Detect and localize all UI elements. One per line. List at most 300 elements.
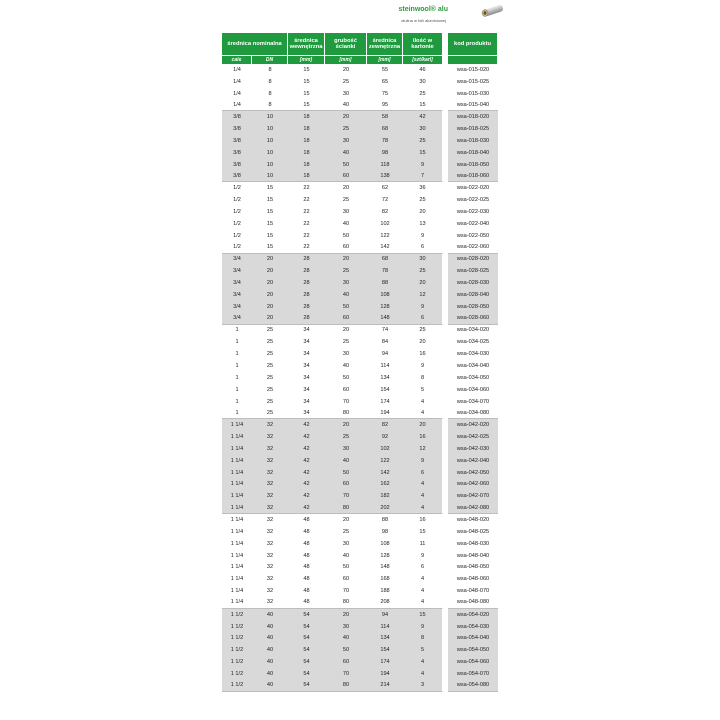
cell-inner-diameter: 42 <box>288 467 325 479</box>
table-row <box>222 668 498 680</box>
cell-product-code: wsa-054-070 <box>448 668 498 680</box>
cell-inner-diameter: 28 <box>288 277 325 289</box>
cell-inner-diameter: 48 <box>303 564 310 571</box>
cell-nominal-inch: 3/8 <box>222 111 252 123</box>
cell-dn: 25 <box>266 374 274 381</box>
cell-outer-diameter: 154 <box>380 386 390 393</box>
cell-product-code: wsa-015-025 <box>456 78 490 85</box>
cell-nominal-inch: 3/8 <box>222 135 252 147</box>
cell-outer-diameter: 128 <box>367 301 403 313</box>
cell-dn: 15 <box>266 232 274 239</box>
table-row <box>222 609 498 621</box>
cell-outer-diameter: 68 <box>367 254 403 266</box>
cell-inner-diameter: 28 <box>288 301 325 313</box>
cell-product-code: wsa-054-080 <box>448 680 498 692</box>
cell-dn: 32 <box>252 490 288 502</box>
cell-inner-diameter: 34 <box>288 407 325 419</box>
cell-wall-thickness: 80 <box>325 407 367 419</box>
cell-inner-diameter: 18 <box>288 123 325 135</box>
cell-dn: 20 <box>252 313 288 325</box>
cell-wall-thickness: 25 <box>342 339 350 346</box>
header-product-code: kod produktu <box>448 33 498 55</box>
cell-nominal-inch: 1/4 <box>222 100 252 112</box>
cell-nominal-inch: 1 1/2 <box>222 656 252 668</box>
cell-wall-thickness: 40 <box>342 363 350 370</box>
cell-product-code: wsa-028-040 <box>448 289 498 301</box>
cell-nominal-inch: 3/4 <box>222 301 252 313</box>
cell-outer-diameter: 134 <box>380 374 390 381</box>
unit-inch: cale <box>222 55 252 64</box>
cell-product-code: wsa-042-020 <box>448 419 498 431</box>
table-row <box>222 490 498 502</box>
cell-outer-diameter: 75 <box>381 90 389 97</box>
cell-dn: 20 <box>252 301 288 313</box>
cell-dn: 10 <box>252 135 288 147</box>
cell-product-code: wsa-022-040 <box>456 220 490 227</box>
cell-outer-diameter: 72 <box>381 197 389 204</box>
cell-product-code: wsa-015-020 <box>456 66 490 73</box>
cell-box-quantity: 12 <box>403 443 443 455</box>
cell-dn: 20 <box>252 289 288 301</box>
cell-wall-thickness: 20 <box>342 327 350 334</box>
cell-box-quantity: 16 <box>403 514 443 526</box>
cell-dn: 32 <box>252 455 288 467</box>
cell-outer-diameter: 74 <box>381 327 389 334</box>
cell-inner-diameter: 34 <box>303 339 310 346</box>
cell-wall-thickness: 25 <box>325 431 367 443</box>
table-row <box>222 147 498 159</box>
cell-nominal-inch: 1/4 <box>233 90 241 97</box>
cell-wall-thickness: 30 <box>325 135 367 147</box>
cell-nominal-inch: 1 <box>235 339 239 346</box>
cell-inner-diameter: 54 <box>288 644 325 656</box>
cell-nominal-inch: 1 1/4 <box>230 552 244 559</box>
table-row <box>222 372 498 384</box>
table-row <box>222 431 498 443</box>
cell-nominal-inch: 1 1/4 <box>230 528 244 535</box>
cell-box-quantity: 9 <box>403 550 443 562</box>
cell-outer-diameter: 148 <box>367 313 403 325</box>
cell-inner-diameter: 42 <box>288 455 325 467</box>
table-row <box>222 360 498 372</box>
cell-dn: 25 <box>266 398 274 405</box>
cell-wall-thickness: 40 <box>325 289 367 301</box>
cell-wall-thickness: 20 <box>342 516 350 523</box>
cell-product-code: wsa-018-060 <box>448 171 498 183</box>
table-row <box>222 76 498 88</box>
cell-nominal-inch: 1 1/4 <box>222 455 252 467</box>
table-row <box>222 194 498 206</box>
cell-outer-diameter: 162 <box>367 479 403 491</box>
cell-nominal-inch: 3/8 <box>222 123 252 135</box>
cell-dn: 32 <box>266 576 274 583</box>
cell-inner-diameter: 48 <box>303 552 310 559</box>
cell-nominal-inch: 1/2 <box>233 197 241 204</box>
cell-wall-thickness: 40 <box>325 455 367 467</box>
table-row <box>222 64 498 76</box>
unit-code-spacer <box>448 55 498 64</box>
cell-inner-diameter: 28 <box>288 289 325 301</box>
cell-dn: 32 <box>266 588 274 595</box>
cell-outer-diameter: 168 <box>380 576 390 583</box>
table-row <box>222 621 498 633</box>
cell-wall-thickness: 80 <box>325 502 367 514</box>
cell-box-quantity: 46 <box>403 64 443 76</box>
table-row <box>222 313 498 325</box>
cell-box-quantity: 5 <box>403 384 443 396</box>
header-wall-thickness: grubość ścianki <box>325 33 367 55</box>
table-row <box>222 597 498 609</box>
table-row <box>222 111 498 123</box>
header-nominal-diameter: średnica nominalna <box>222 33 288 55</box>
cell-wall-thickness: 25 <box>342 528 350 535</box>
cell-inner-diameter: 34 <box>303 351 310 358</box>
cell-product-code: wsa-028-060 <box>448 313 498 325</box>
cell-wall-thickness: 50 <box>325 301 367 313</box>
cell-dn: 32 <box>252 479 288 491</box>
header-box-quantity: ilość w kartonie <box>403 33 443 55</box>
cell-outer-diameter: 114 <box>380 363 390 370</box>
cell-box-quantity: 25 <box>403 135 443 147</box>
brand-subtitle: otulina w folii aluminiowej <box>401 18 446 23</box>
unit-wall: [mm] <box>325 55 367 64</box>
table-row <box>222 502 498 514</box>
cell-product-code: wsa-048-070 <box>456 588 490 595</box>
table-row <box>222 526 498 538</box>
table-row <box>222 443 498 455</box>
cell-nominal-inch: 1 1/4 <box>222 419 252 431</box>
cell-inner-diameter: 54 <box>288 656 325 668</box>
table-header <box>222 33 498 55</box>
cell-inner-diameter: 42 <box>288 479 325 491</box>
cell-wall-thickness: 60 <box>325 479 367 491</box>
cell-nominal-inch: 1 1/4 <box>222 479 252 491</box>
cell-dn: 15 <box>252 242 288 254</box>
cell-product-code: wsa-028-020 <box>448 254 498 266</box>
cell-outer-diameter: 82 <box>367 419 403 431</box>
cell-outer-diameter: 88 <box>367 277 403 289</box>
unit-inner: [mm] <box>288 55 325 64</box>
cell-outer-diameter: 94 <box>381 351 389 358</box>
cell-inner-diameter: 22 <box>303 209 310 216</box>
cell-inner-diameter: 54 <box>288 668 325 680</box>
cell-nominal-inch: 1/4 <box>233 78 241 85</box>
cell-dn: 25 <box>266 363 274 370</box>
cell-nominal-inch: 1 1/2 <box>222 609 252 621</box>
table-body <box>222 64 498 692</box>
cell-dn: 8 <box>268 66 272 73</box>
cell-wall-thickness: 20 <box>325 609 367 621</box>
cell-inner-diameter: 34 <box>303 327 310 334</box>
table-row <box>222 396 498 408</box>
cell-wall-thickness: 50 <box>342 564 350 571</box>
table-row <box>222 100 498 112</box>
cell-product-code: wsa-034-060 <box>456 386 490 393</box>
cell-box-quantity: 25 <box>403 265 443 277</box>
cell-wall-thickness: 50 <box>325 644 367 656</box>
cell-box-quantity: 16 <box>403 431 443 443</box>
cell-dn: 20 <box>252 277 288 289</box>
cell-box-quantity: 9 <box>403 230 443 242</box>
cell-wall-thickness: 30 <box>325 443 367 455</box>
cell-wall-thickness: 40 <box>342 552 350 559</box>
cell-outer-diameter: 114 <box>367 621 403 633</box>
cell-box-quantity: 20 <box>403 419 443 431</box>
cell-outer-diameter: 194 <box>367 407 403 419</box>
cell-inner-diameter: 48 <box>303 540 310 547</box>
table-row <box>222 159 498 171</box>
cell-nominal-inch: 1 <box>235 374 239 381</box>
cell-outer-diameter: 62 <box>381 185 389 192</box>
cell-outer-diameter: 98 <box>381 528 389 535</box>
cell-nominal-inch: 3/4 <box>222 289 252 301</box>
cell-dn: 32 <box>266 516 274 523</box>
cell-product-code: wsa-018-025 <box>448 123 498 135</box>
cell-nominal-inch: 1 1/2 <box>222 668 252 680</box>
cell-inner-diameter: 42 <box>288 431 325 443</box>
cell-inner-diameter: 48 <box>288 597 325 609</box>
cell-wall-thickness: 20 <box>342 66 350 73</box>
cell-product-code: wsa-018-040 <box>448 147 498 159</box>
cell-nominal-inch: 1/2 <box>222 242 252 254</box>
cell-outer-diameter: 174 <box>367 656 403 668</box>
cell-inner-diameter: 22 <box>303 197 310 204</box>
cell-box-quantity: 9 <box>403 455 443 467</box>
cell-wall-thickness: 60 <box>325 313 367 325</box>
cell-dn: 32 <box>252 419 288 431</box>
cell-inner-diameter: 18 <box>288 111 325 123</box>
cell-inner-diameter: 42 <box>288 419 325 431</box>
table-row <box>222 514 498 526</box>
cell-nominal-inch: 1 1/2 <box>222 644 252 656</box>
cell-dn: 40 <box>252 609 288 621</box>
cell-product-code: wsa-042-050 <box>448 467 498 479</box>
cell-nominal-inch: 3/8 <box>222 171 252 183</box>
cell-product-code: wsa-042-040 <box>448 455 498 467</box>
cell-dn: 8 <box>268 90 272 97</box>
cell-box-quantity: 4 <box>403 573 443 585</box>
cell-box-quantity: 25 <box>403 88 443 100</box>
table-row <box>222 277 498 289</box>
table-row <box>222 123 498 135</box>
table-row <box>222 171 498 183</box>
cell-box-quantity: 16 <box>403 348 443 360</box>
cell-dn: 32 <box>266 540 274 547</box>
cell-outer-diameter: 108 <box>367 289 403 301</box>
cell-wall-thickness: 60 <box>325 171 367 183</box>
cell-nominal-inch: 1 1/4 <box>222 490 252 502</box>
cell-dn: 25 <box>266 386 274 393</box>
cell-inner-diameter: 42 <box>288 443 325 455</box>
cell-product-code: wsa-028-030 <box>448 277 498 289</box>
cell-wall-thickness: 60 <box>342 386 350 393</box>
cell-product-code: wsa-022-020 <box>456 185 490 192</box>
cell-outer-diameter: 148 <box>380 564 390 571</box>
cell-nominal-inch: 1 <box>235 327 239 334</box>
table-row <box>222 455 498 467</box>
cell-nominal-inch: 3/8 <box>222 147 252 159</box>
cell-dn: 25 <box>266 351 274 358</box>
cell-dn: 32 <box>266 564 274 571</box>
cell-outer-diameter: 108 <box>380 540 390 547</box>
cell-inner-diameter: 48 <box>303 528 310 535</box>
cell-box-quantity: 4 <box>403 597 443 609</box>
cell-product-code: wsa-022-050 <box>456 232 490 239</box>
cell-inner-diameter: 15 <box>288 100 325 112</box>
cell-wall-thickness: 70 <box>325 490 367 502</box>
cell-box-quantity: 12 <box>403 289 443 301</box>
cell-outer-diameter: 78 <box>367 135 403 147</box>
cell-wall-thickness: 50 <box>325 467 367 479</box>
cell-nominal-inch: 1 1/2 <box>222 633 252 645</box>
unit-dn: DN <box>252 55 288 64</box>
cell-dn: 10 <box>252 111 288 123</box>
cell-box-quantity: 42 <box>403 111 443 123</box>
table-row <box>222 467 498 479</box>
cell-outer-diameter: 154 <box>367 644 403 656</box>
cell-box-quantity: 15 <box>403 100 443 112</box>
cell-product-code: wsa-022-030 <box>456 209 490 216</box>
cell-nominal-inch: 1 1/4 <box>230 516 244 523</box>
cell-nominal-inch: 3/8 <box>222 159 252 171</box>
table-row <box>222 230 498 242</box>
cell-outer-diameter: 214 <box>367 680 403 692</box>
cell-wall-thickness: 60 <box>342 576 350 583</box>
cell-outer-diameter: 102 <box>380 220 390 227</box>
cell-dn: 40 <box>252 633 288 645</box>
cell-inner-diameter: 15 <box>303 66 310 73</box>
cell-box-quantity: 9 <box>403 360 443 372</box>
cell-product-code: wsa-042-080 <box>448 502 498 514</box>
cell-box-quantity: 30 <box>403 76 443 88</box>
cell-inner-diameter: 18 <box>288 159 325 171</box>
cell-dn: 10 <box>252 123 288 135</box>
table-row <box>222 325 498 337</box>
cell-inner-diameter: 34 <box>303 398 310 405</box>
cell-product-code: wsa-028-025 <box>448 265 498 277</box>
cell-inner-diameter: 42 <box>288 490 325 502</box>
cell-box-quantity: 15 <box>403 526 443 538</box>
cell-outer-diameter: 68 <box>367 123 403 135</box>
cell-wall-thickness: 50 <box>342 374 350 381</box>
cell-product-code: wsa-034-080 <box>448 407 498 419</box>
cell-product-code: wsa-034-020 <box>456 327 490 334</box>
cell-outer-diameter: 102 <box>367 443 403 455</box>
cell-product-code: wsa-048-030 <box>456 540 490 547</box>
cell-outer-diameter: 134 <box>367 633 403 645</box>
table-row <box>222 561 498 573</box>
cell-inner-diameter: 18 <box>288 171 325 183</box>
cell-dn: 32 <box>252 597 288 609</box>
cell-product-code: wsa-018-050 <box>448 159 498 171</box>
cell-outer-diameter: 78 <box>367 265 403 277</box>
cell-inner-diameter: 15 <box>303 78 310 85</box>
cell-nominal-inch: 1 1/4 <box>222 467 252 479</box>
cell-product-code: wsa-018-030 <box>448 135 498 147</box>
table-row <box>222 206 498 218</box>
cell-nominal-inch: 1/2 <box>233 220 241 227</box>
table-row <box>222 419 498 431</box>
table-row <box>222 242 498 254</box>
cell-outer-diameter: 92 <box>367 431 403 443</box>
cell-outer-diameter: 188 <box>380 588 390 595</box>
cell-dn: 40 <box>252 656 288 668</box>
cell-product-code: wsa-054-020 <box>448 609 498 621</box>
cell-inner-diameter: 28 <box>288 265 325 277</box>
cell-wall-thickness: 40 <box>325 633 367 645</box>
cell-dn: 32 <box>252 467 288 479</box>
table-units-row <box>222 55 498 64</box>
table-row <box>222 407 498 419</box>
cell-wall-thickness: 30 <box>325 277 367 289</box>
table-row <box>222 254 498 266</box>
cell-box-quantity: 25 <box>403 194 443 206</box>
header-inner-diameter: średnica wewnętrzna <box>288 33 325 55</box>
table-row <box>222 479 498 491</box>
cell-box-quantity: 4 <box>403 490 443 502</box>
cell-product-code: wsa-042-060 <box>448 479 498 491</box>
cell-box-quantity: 4 <box>403 668 443 680</box>
cell-wall-thickness: 50 <box>325 159 367 171</box>
cell-dn: 32 <box>252 431 288 443</box>
cell-product-code: wsa-018-020 <box>448 111 498 123</box>
cell-wall-thickness: 20 <box>325 254 367 266</box>
cell-nominal-inch: 1 <box>235 351 239 358</box>
cell-box-quantity: 6 <box>403 313 443 325</box>
cell-box-quantity: 15 <box>403 147 443 159</box>
table-row <box>222 135 498 147</box>
cell-dn: 40 <box>252 644 288 656</box>
cell-box-quantity: 11 <box>403 538 443 550</box>
cell-product-code: wsa-022-060 <box>448 242 498 254</box>
cell-wall-thickness: 20 <box>325 419 367 431</box>
cell-nominal-inch: 1/2 <box>233 232 241 239</box>
cell-nominal-inch: 3/4 <box>222 265 252 277</box>
cell-product-code: wsa-042-070 <box>448 490 498 502</box>
table-row <box>222 644 498 656</box>
cell-inner-diameter: 22 <box>303 232 310 239</box>
cell-dn: 15 <box>266 197 274 204</box>
cell-product-code: wsa-054-050 <box>448 644 498 656</box>
cell-inner-diameter: 48 <box>303 516 310 523</box>
cell-outer-diameter: 182 <box>367 490 403 502</box>
cell-wall-thickness: 50 <box>342 232 350 239</box>
cell-outer-diameter: 174 <box>380 398 390 405</box>
cell-box-quantity: 4 <box>403 502 443 514</box>
table-row <box>222 88 498 100</box>
cell-outer-diameter: 142 <box>367 467 403 479</box>
cell-nominal-inch: 1 <box>235 398 239 405</box>
cell-wall-thickness: 30 <box>325 621 367 633</box>
cell-wall-thickness: 80 <box>325 597 367 609</box>
cell-box-quantity: 13 <box>403 218 443 230</box>
product-table <box>222 33 498 692</box>
cell-nominal-inch: 1 1/4 <box>222 431 252 443</box>
cell-outer-diameter: 95 <box>367 100 403 112</box>
cell-nominal-inch: 3/4 <box>222 313 252 325</box>
cell-nominal-inch: 1 1/4 <box>230 564 244 571</box>
cell-inner-diameter: 34 <box>303 363 310 370</box>
cell-wall-thickness: 60 <box>325 656 367 668</box>
cell-nominal-inch: 1 1/2 <box>222 621 252 633</box>
cell-wall-thickness: 20 <box>342 185 350 192</box>
cell-box-quantity: 4 <box>403 407 443 419</box>
brand-title: steinwool® alu <box>398 6 448 13</box>
cell-wall-thickness: 70 <box>325 668 367 680</box>
cell-product-code: wsa-054-060 <box>448 656 498 668</box>
cell-outer-diameter: 138 <box>367 171 403 183</box>
table-row <box>222 348 498 360</box>
